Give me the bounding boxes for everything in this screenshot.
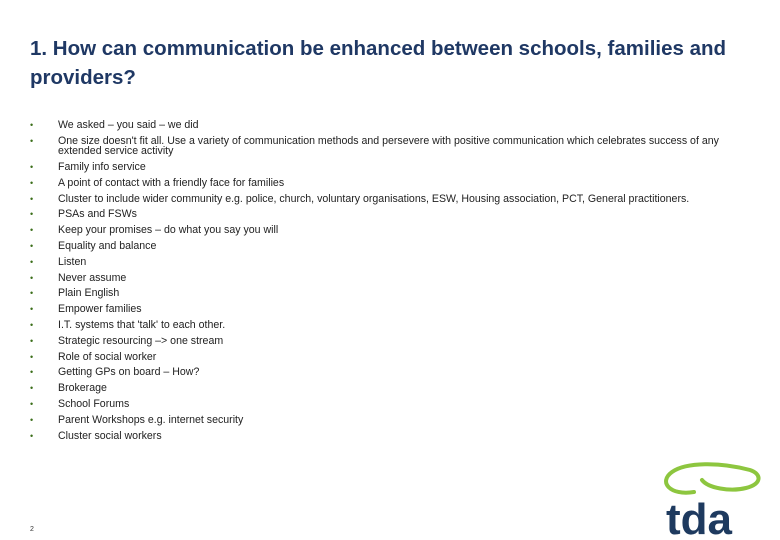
logo-swirl [666, 464, 759, 492]
bullet-dot-icon: • [30, 304, 34, 315]
bullet-item [30, 383, 730, 394]
bullet-item [30, 288, 730, 299]
bullet-dot-icon: • [30, 383, 34, 394]
bullet-item [30, 273, 730, 284]
tda-logo [650, 462, 765, 540]
bullet-item [30, 136, 730, 157]
bullet-item [30, 367, 730, 378]
bullet-text: Parent Workshops e.g. internet security [58, 413, 244, 426]
bullet-dot-icon: • [30, 288, 34, 299]
bullet-text: Role of social worker [58, 350, 157, 363]
bullet-text: Plain English [58, 287, 120, 300]
bullet-dot-icon: • [30, 209, 34, 220]
bullet-dot-icon: • [30, 335, 34, 346]
bullet-dot-icon: • [30, 177, 34, 188]
bullet-item [30, 120, 730, 131]
bullet-dot-icon: • [30, 162, 34, 173]
bullet-text: Empower families [58, 303, 142, 316]
slide-title: 1. How can communication be enhanced between schools, families and providers? [30, 37, 727, 89]
bullet-item [30, 415, 730, 426]
bullet-item [30, 352, 730, 363]
bullet-text: Cluster social workers [58, 429, 162, 442]
bullet-dot-icon: • [30, 120, 34, 130]
bullet-text: A point of contact with a friendly face for families [58, 176, 285, 189]
bullet-item [30, 162, 730, 173]
bullet-item [30, 431, 730, 442]
bullet-text: I.T. systems that 'talk' to each other. [58, 319, 226, 332]
bullet-list [30, 120, 730, 446]
bullet-item [30, 257, 730, 268]
bullet-text: Never assume [58, 271, 127, 284]
bullet-dot-icon: • [30, 399, 34, 410]
bullet-text: Getting GPs on board – How? [58, 366, 200, 379]
bullet-dot-icon: • [30, 193, 34, 204]
bullet-text: Brokerage [58, 382, 107, 395]
bullet-dot-icon: • [30, 225, 34, 236]
bullet-dot-icon: • [30, 320, 34, 331]
bullet-dot-icon: • [30, 135, 34, 146]
bullet-text: We asked – you said – we did [58, 119, 199, 131]
bullet-text: Cluster to include wider community e.g. police, church, voluntary organisations, ESW, Housing association, PCT, General practitioners. [58, 192, 690, 205]
bullet-item [30, 320, 730, 331]
bullet-text: One size doesn't fit all. Use a variety of communication methods and persevere with positive communication which celebrates success of any extended service activity [58, 134, 719, 158]
bullet-dot-icon: • [30, 256, 34, 267]
bullet-text: PSAs and FSWs [58, 208, 137, 221]
bullet-text: Family info service [58, 161, 146, 174]
page-number: 2 [30, 526, 34, 533]
bullet-dot-icon: • [30, 430, 34, 441]
bullet-text: School Forums [58, 398, 130, 411]
bullet-dot-icon: • [30, 414, 34, 425]
bullet-item [30, 336, 730, 347]
bullet-item [30, 225, 730, 236]
bullet-item [30, 304, 730, 315]
bullet-dot-icon: • [30, 272, 34, 283]
bullet-text: Strategic resourcing –> one stream [58, 334, 224, 347]
bullet-dot-icon: • [30, 351, 34, 362]
bullet-item [30, 399, 730, 410]
bullet-text: Keep your promises – do what you say you will [58, 224, 279, 237]
bullet-dot-icon: • [30, 367, 34, 378]
bullet-item [30, 209, 730, 220]
bullet-text: Equality and balance [58, 240, 157, 253]
bullet-item [30, 194, 730, 205]
bullet-item [30, 178, 730, 189]
bullet-item [30, 241, 730, 252]
bullet-text: Listen [58, 255, 87, 268]
logo-text: tda [666, 495, 732, 540]
bullet-dot-icon: • [30, 241, 34, 252]
